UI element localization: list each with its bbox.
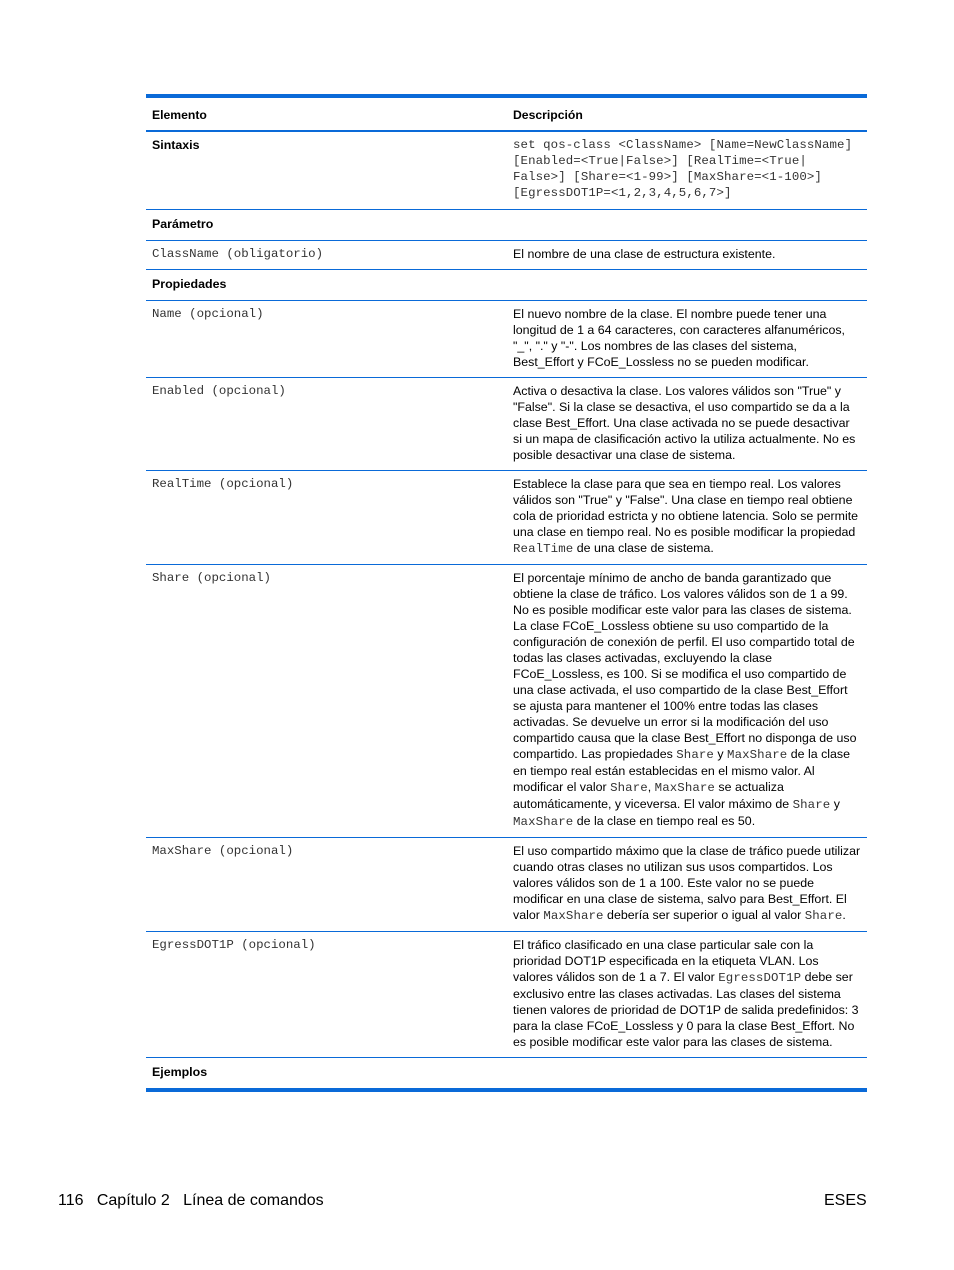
section-row [146, 1057, 867, 1088]
text-span: El tráfico clasificado en una clase particular sale con la prioridad DOT1P especificada en la etiqueta VLAN. Los valores válidos son de 1 a 7. El valor [513, 937, 819, 984]
section-empty-cell [507, 269, 867, 300]
inline-code: Share [610, 780, 648, 795]
prop-maxshare-description [507, 837, 867, 931]
inline-code: MaxShare [543, 908, 604, 923]
examples-section-label: Ejemplos [152, 1064, 208, 1079]
table-row [146, 564, 867, 837]
prop-egress-description [507, 931, 867, 1057]
inline-code: MaxShare [654, 780, 715, 795]
qos-class-table [146, 98, 867, 1088]
prop-share-description [507, 564, 867, 837]
inline-code: Share [804, 908, 843, 923]
table-row [146, 470, 867, 564]
text-span: se actualiza automáticamente, y viceversa. El valor máximo de [513, 779, 793, 811]
param-name: ClassName (obligatorio) [146, 240, 507, 269]
section-empty-cell [507, 1057, 867, 1088]
table-row [146, 131, 867, 209]
section-row [146, 269, 867, 300]
syntax-code: set qos-class <ClassName> [Name=NewClassName] [Enabled=<True|False>] [RealTime=<True| False>] [Share=<1-99>] [MaxShare=<1-100>] [EgressDOT1P=<1,2,3,4,5,6,7>] [507, 131, 867, 209]
text-span: debería ser superior o igual al valor [603, 907, 805, 922]
table-header-row [146, 98, 867, 131]
properties-section-label: Propiedades [146, 269, 507, 300]
page-footer-left: 116 Capítulo 2 Línea de comandos [58, 1192, 324, 1209]
table-bottom-rule [146, 1088, 867, 1092]
text-span: y [830, 796, 840, 811]
inline-code: MaxShare [727, 747, 788, 762]
section-empty-cell [507, 209, 867, 240]
text-span: . [842, 907, 846, 922]
table-row [146, 931, 867, 1057]
text-span: y [713, 746, 728, 761]
table-row [146, 240, 867, 269]
reference-table [146, 94, 867, 1092]
prop-enabled-label: Enabled (opcional) [146, 377, 507, 470]
text-span: Establece la clase para que sea en tiempo real. Los valores válidos son "True" y "False". Una clase en tiempo real obtiene cola de prioridad estricta y no obtiene latencia. Solo se permite una clase en tiempo real. No es posible modificar la propiedad [513, 476, 859, 539]
param-description: El nombre de una clase de estructura existente. [507, 240, 867, 269]
header-element: Elemento [146, 98, 507, 131]
text-span: de una clase de sistema. [573, 540, 714, 555]
prop-maxshare-label: MaxShare (opcional) [146, 837, 507, 931]
inline-code: Share [676, 747, 714, 762]
table-row [146, 377, 867, 470]
syntax-label: Sintaxis [146, 131, 507, 209]
text-span: El uso compartido máximo que la clase de tráfico puede utilizar cuando otras clases no utilizan sus usos compartidos. Los valores válidos son de 1 a 100. Este valor no se puede modificar en una clase de sistema, salvo para Best_Effort. El valor [513, 843, 861, 922]
parameter-section-label: Parámetro [146, 209, 507, 240]
prop-name-description: El nuevo nombre de la clase. El nombre puede tener una longitud de 1 a 64 caracteres, con caracteres alfanuméricos, "_", "." y "-". Los nombres de las clases del sistema, Best_Effort y FCoE_Lossless no se pueden modificar. [507, 300, 867, 377]
inline-code: MaxShare [513, 814, 574, 829]
page-footer-right: ESES [824, 1192, 867, 1209]
text-span: El porcentaje mínimo de ancho de banda garantizado que obtiene la clase de tráfico. Los valores válidos son de 1 a 99. No es posible modificar este valor para las clases de sistema. La clase FCoE_Lossless obtiene su uso compartido de la configuración de conexión de perfil. El uso compartido total de todas las clases activadas, excluyendo la clase FCoE_Lossless, es 100. Si se modifica el uso compartido de una clase activada, el uso compartido de la clase Best_Effort se ajusta para mantener el 100% entre todas las clases activadas. Se devuelve un error si la modificación del uso compartido causa que la clase Best_Effort no disponga de uso compartido. Las propiedades [513, 570, 857, 761]
text-span: debe ser exclusivo entre las clases activadas. Las clases del sistema tienen valores de prioridad de DOT1P de salida predefinidos: 3 para la clase FCoE_Lossless y 0 para la clase Best_Effort. No es posible modificar este valor para las clases de sistema. [513, 969, 859, 1049]
section-row [146, 209, 867, 240]
text-span: de la clase en tiempo real es 50. [573, 813, 756, 828]
prop-name-label: Name (opcional) [146, 300, 507, 377]
inline-code: EgressDOT1P [718, 970, 802, 985]
table-row [146, 837, 867, 931]
prop-realtime-description [507, 470, 867, 564]
text-span: , [647, 779, 655, 794]
inline-code: Share [792, 797, 831, 812]
table-row [146, 300, 867, 377]
prop-enabled-description: Activa o desactiva la clase. Los valores válidos son "True" y "False". Si la clase se desactiva, el uso compartido se da a la clase Best_Effort. Una clase activada no se puede desactivar si un mapa de clasificación activo la utiliza actualmente. No es posible desactivar una clase de sistema. [507, 377, 867, 470]
prop-share-label: Share (opcional) [146, 564, 507, 837]
prop-egress-label: EgressDOT1P (opcional) [146, 931, 507, 1057]
inline-code: RealTime [513, 541, 574, 556]
text-span: de la clase en tiempo real están establecidas en el mismo valor. Al modificar el valor [513, 746, 851, 794]
header-description: Descripción [507, 98, 867, 131]
prop-realtime-label: RealTime (opcional) [146, 470, 507, 564]
